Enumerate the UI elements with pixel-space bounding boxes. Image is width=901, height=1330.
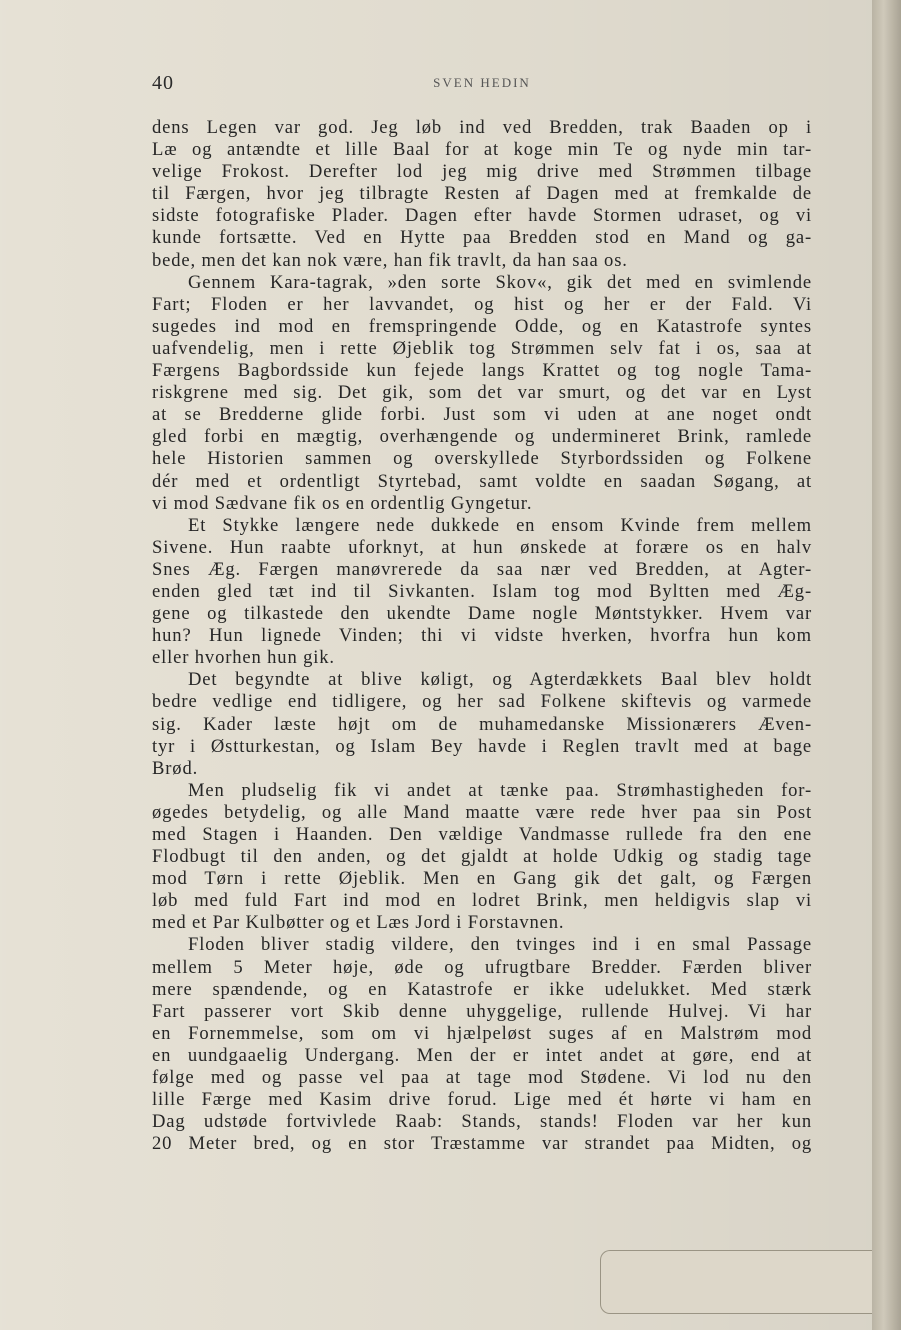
text-line: Snes Æg. Færgen manøvrerede da saa nær ved Bredden, at Agter- — [152, 558, 812, 580]
text-line: følge med og passe vel paa at tage mod Stødene. Vi lod nu den — [152, 1067, 812, 1089]
text-line: Dag udstøde fortvivlede Raab: Stands, stands! Floden var her kun — [152, 1111, 812, 1133]
text-line: uafvendelig, men i rette Øjeblik tog Strømmen selv fat i os, saa at — [152, 337, 812, 359]
text-line: Fart passerer vort Skib denne uhyggelige, rullende Hulvej. Vi har — [152, 1000, 812, 1022]
text-line: Sivene. Hun raabte uforknyt, at hun ønskede at forære os en halv — [152, 536, 812, 558]
text-line: gene og tilkastede den ukendte Dame nogle Møntstykker. Hvem var — [152, 603, 812, 625]
text-line: Færgens Bagbordsside kun fejede langs Krattet og tog nogle Tama- — [152, 360, 812, 382]
text-line: Det begyndte at blive køligt, og Agterdækkets Baal blev holdt — [188, 669, 812, 691]
text-line: dér med et ordentligt Styrtebad, samt voldte en saadan Søgang, at — [152, 470, 812, 492]
text-line: Men pludselig fik vi andet at tænke paa. Strømhastigheden for- — [188, 779, 812, 801]
text-line: sidste fotografiske Plader. Dagen efter havde Stormen udraset, og vi — [152, 205, 812, 227]
running-head: SVEN HEDIN — [433, 75, 531, 90]
text-line: 20 Meter bred, og en stor Træstamme var strandet paa Midten, og — [152, 1133, 812, 1155]
text-line: mellem 5 Meter høje, øde og ufrugtbare Bredder. Færden bliver — [152, 956, 812, 978]
text-line: til Færgen, hvor jeg tilbragte Resten af Dagen med at fremkalde de — [152, 183, 812, 205]
text-line: eller hvorhen hun gik. — [152, 647, 335, 669]
text-line: Brød. — [152, 757, 199, 779]
text-line: tyr i Østturkestan, og Islam Bey havde i Reglen travlt med at bage — [152, 735, 812, 757]
text-line: riskgrene med sig. Det gik, som det var smurt, og det var en Lyst — [152, 382, 812, 404]
text-line: dens Legen var god. Jeg løb ind ved Bredden, trak Baaden op i — [152, 117, 812, 138]
page-tab-marker — [600, 1250, 873, 1314]
text-line: en Fornemmelse, som om vi hjælpeløst suges af en Malstrøm mod — [152, 1022, 812, 1044]
text-line: Et Stykke længere nede dukkede en ensom Kvinde frem mellem — [188, 514, 812, 536]
text-line: bedre vedlige end tidligere, og her sad Folkene skiftevis og varmede — [152, 691, 812, 713]
text-line: at se Bredderne glide forbi. Just som vi uden at ane noget ondt — [152, 404, 812, 426]
page-header — [152, 72, 812, 96]
text-line: Floden bliver stadig vildere, den tvinges ind i en smal Passage — [188, 934, 812, 956]
body-text — [152, 117, 812, 1155]
text-line: enden gled tæt ind til Sivkanten. Islam tog mod Byltten med Æg- — [152, 580, 812, 602]
text-line: sig. Kader læste højt om de muhamedanske Missionærers Æven- — [152, 713, 812, 735]
text-line: lille Færge med Kasim drive forud. Lige med ét hørte vi ham en — [152, 1089, 812, 1111]
text-line: hun? Hun lignede Vinden; thi vi vidste hverken, hvorfra hun kom — [152, 625, 812, 647]
text-line: Læ og antændte et lille Baal for at koge min Te og nyde min tar- — [152, 139, 812, 161]
text-line: kunde fortsætte. Ved en Hytte paa Bredden stod en Mand og ga- — [152, 227, 812, 249]
text-line: løb med fuld Fart ind mod en lodret Brink, men heldigvis slap vi — [152, 890, 812, 912]
text-line: med Stagen i Haanden. Den vældige Vandmasse rullede fra den ene — [152, 824, 812, 845]
text-line: Fart; Floden er her lavvandet, og hist og her er der Fald. Vi — [152, 293, 812, 315]
text-line: Flodbugt til den anden, og det gjaldt at holde Udkig og stadig tage — [152, 846, 812, 868]
text-line: med et Par Kulbøtter og et Læs Jord i Forstavnen. — [152, 912, 565, 934]
text-line: Gennem Kara-tagrak, »den sorte Skov«, gik det med en svimlende — [188, 271, 812, 293]
text-line: velige Frokost. Derefter lod jeg mig drive med Strømmen tilbage — [152, 161, 812, 183]
text-line: hele Historien sammen og overskyllede Styrbordssiden og Folkene — [152, 448, 812, 470]
text-line: gled forbi en mægtig, overhængende og undermineret Brink, ramlede — [152, 426, 812, 448]
text-line: bede, men det kan nok være, han fik travlt, da han saa os. — [152, 249, 628, 271]
text-line: sugedes ind mod en fremspringende Odde, og en Katastrofe syntes — [152, 315, 812, 337]
text-line: mod Tørn i rette Øjeblik. Men en Gang gik det galt, og Færgen — [152, 868, 812, 890]
text-line: en uundgaaelig Undergang. Men der er intet andet at gøre, end at — [152, 1044, 812, 1066]
text-line: mere spændende, og en Katastrofe er ikke udelukket. Med stærk — [152, 978, 812, 1000]
text-line: vi mod Sædvane fik os en ordentlig Gyngetur. — [152, 492, 533, 514]
book-edge — [872, 0, 901, 1330]
page-number: 40 — [152, 72, 174, 94]
text-line: øgedes betydelig, og alle Mand maatte være rede hver paa sin Post — [152, 801, 812, 823]
